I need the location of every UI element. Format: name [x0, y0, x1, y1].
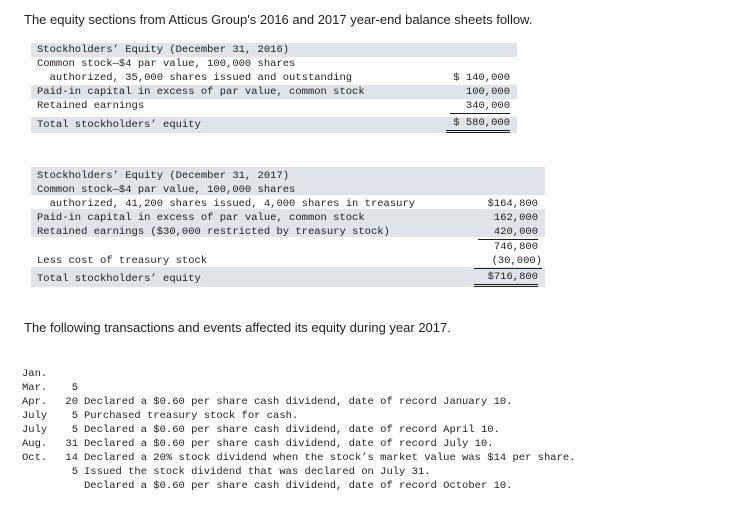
row-label: Common stock—$4 par value, 100,000 shares	[37, 58, 296, 70]
row-label: authorized, 41,200 shares issued, 4,000 shares in treasury	[37, 198, 416, 210]
row-label: Paid-in capital in excess of par value, common stock	[37, 212, 365, 224]
tx-text: Issued the stock dividend that was declared on July 31.	[84, 466, 431, 478]
tx-month: Aug.	[22, 438, 48, 450]
amount-total-2016: $ 580,000	[446, 116, 510, 133]
tx-month: Oct.	[22, 452, 48, 464]
tx-month: July	[22, 410, 48, 422]
tx-text: Purchased treasury stock for cash.	[84, 410, 299, 422]
amount-paid-in-2017: 162,000	[493, 212, 538, 224]
tx-day: 14	[65, 452, 78, 464]
row-label: Common stock—$4 par value, 100,000 shares	[37, 184, 296, 196]
tx-day: 5	[71, 410, 78, 422]
row-label: authorized, 35,000 shares issued and outstanding	[37, 72, 353, 84]
amount-total-2017: $716,800	[474, 270, 538, 287]
amount-paid-in-2016: 100,000	[465, 86, 510, 98]
table-header-2017: Stockholders’ Equity (December 31, 2017)	[37, 170, 290, 182]
tx-day: 5	[71, 424, 78, 436]
row-label: Paid-in capital in excess of par value, common stock	[37, 86, 365, 98]
tx-month: Apr.	[22, 396, 48, 408]
tx-text: Declared a $0.60 per share cash dividend, date of record July 10.	[84, 438, 494, 450]
tx-day: 5	[71, 466, 78, 478]
table-header-2016: Stockholders’ Equity (December 31, 2016)	[37, 44, 290, 56]
amount-common-stock-2017: $164,800	[487, 198, 538, 210]
intro-text: The equity sections from Atticus Group's 2016 and 2017 year-end balance sheets follow.	[24, 12, 533, 27]
amount-retained-2016: 340,000	[450, 99, 510, 114]
tx-day: 31	[65, 438, 78, 450]
transactions-heading: The following transactions and events affected its equity during year 2017.	[24, 320, 451, 335]
tx-text: Declared a $0.60 per share cash dividend, date of record April 10.	[84, 424, 500, 436]
amount-common-stock-2016: $ 140,000	[453, 72, 510, 84]
row-label: Less cost of treasury stock	[37, 255, 208, 267]
tx-text: Declared a $0.60 per share cash dividend, date of record October 10.	[84, 480, 513, 492]
row-label: Retained earnings ($30,000 restricted by treasury stock)	[37, 226, 390, 238]
amount-treasury-2017: (30,000)	[474, 254, 542, 269]
tx-month: Jan.	[22, 368, 48, 380]
amount-retained-2017: 420,000	[478, 225, 538, 240]
row-label: Retained earnings	[37, 100, 145, 112]
tx-month: Mar.	[22, 382, 48, 394]
row-label-total: Total stockholders’ equity	[37, 273, 201, 285]
amount-subtotal-2017: 746,800	[493, 241, 538, 253]
tx-text: Declared a 20% stock dividend when the stock’s market value was $14 per share.	[84, 452, 576, 464]
tx-day: 20	[65, 396, 78, 408]
tx-day: 5	[71, 382, 78, 394]
tx-text: Declared a $0.60 per share cash dividend, date of record January 10.	[84, 396, 513, 408]
tx-month: July	[22, 424, 48, 436]
row-label-total: Total stockholders’ equity	[37, 119, 201, 131]
